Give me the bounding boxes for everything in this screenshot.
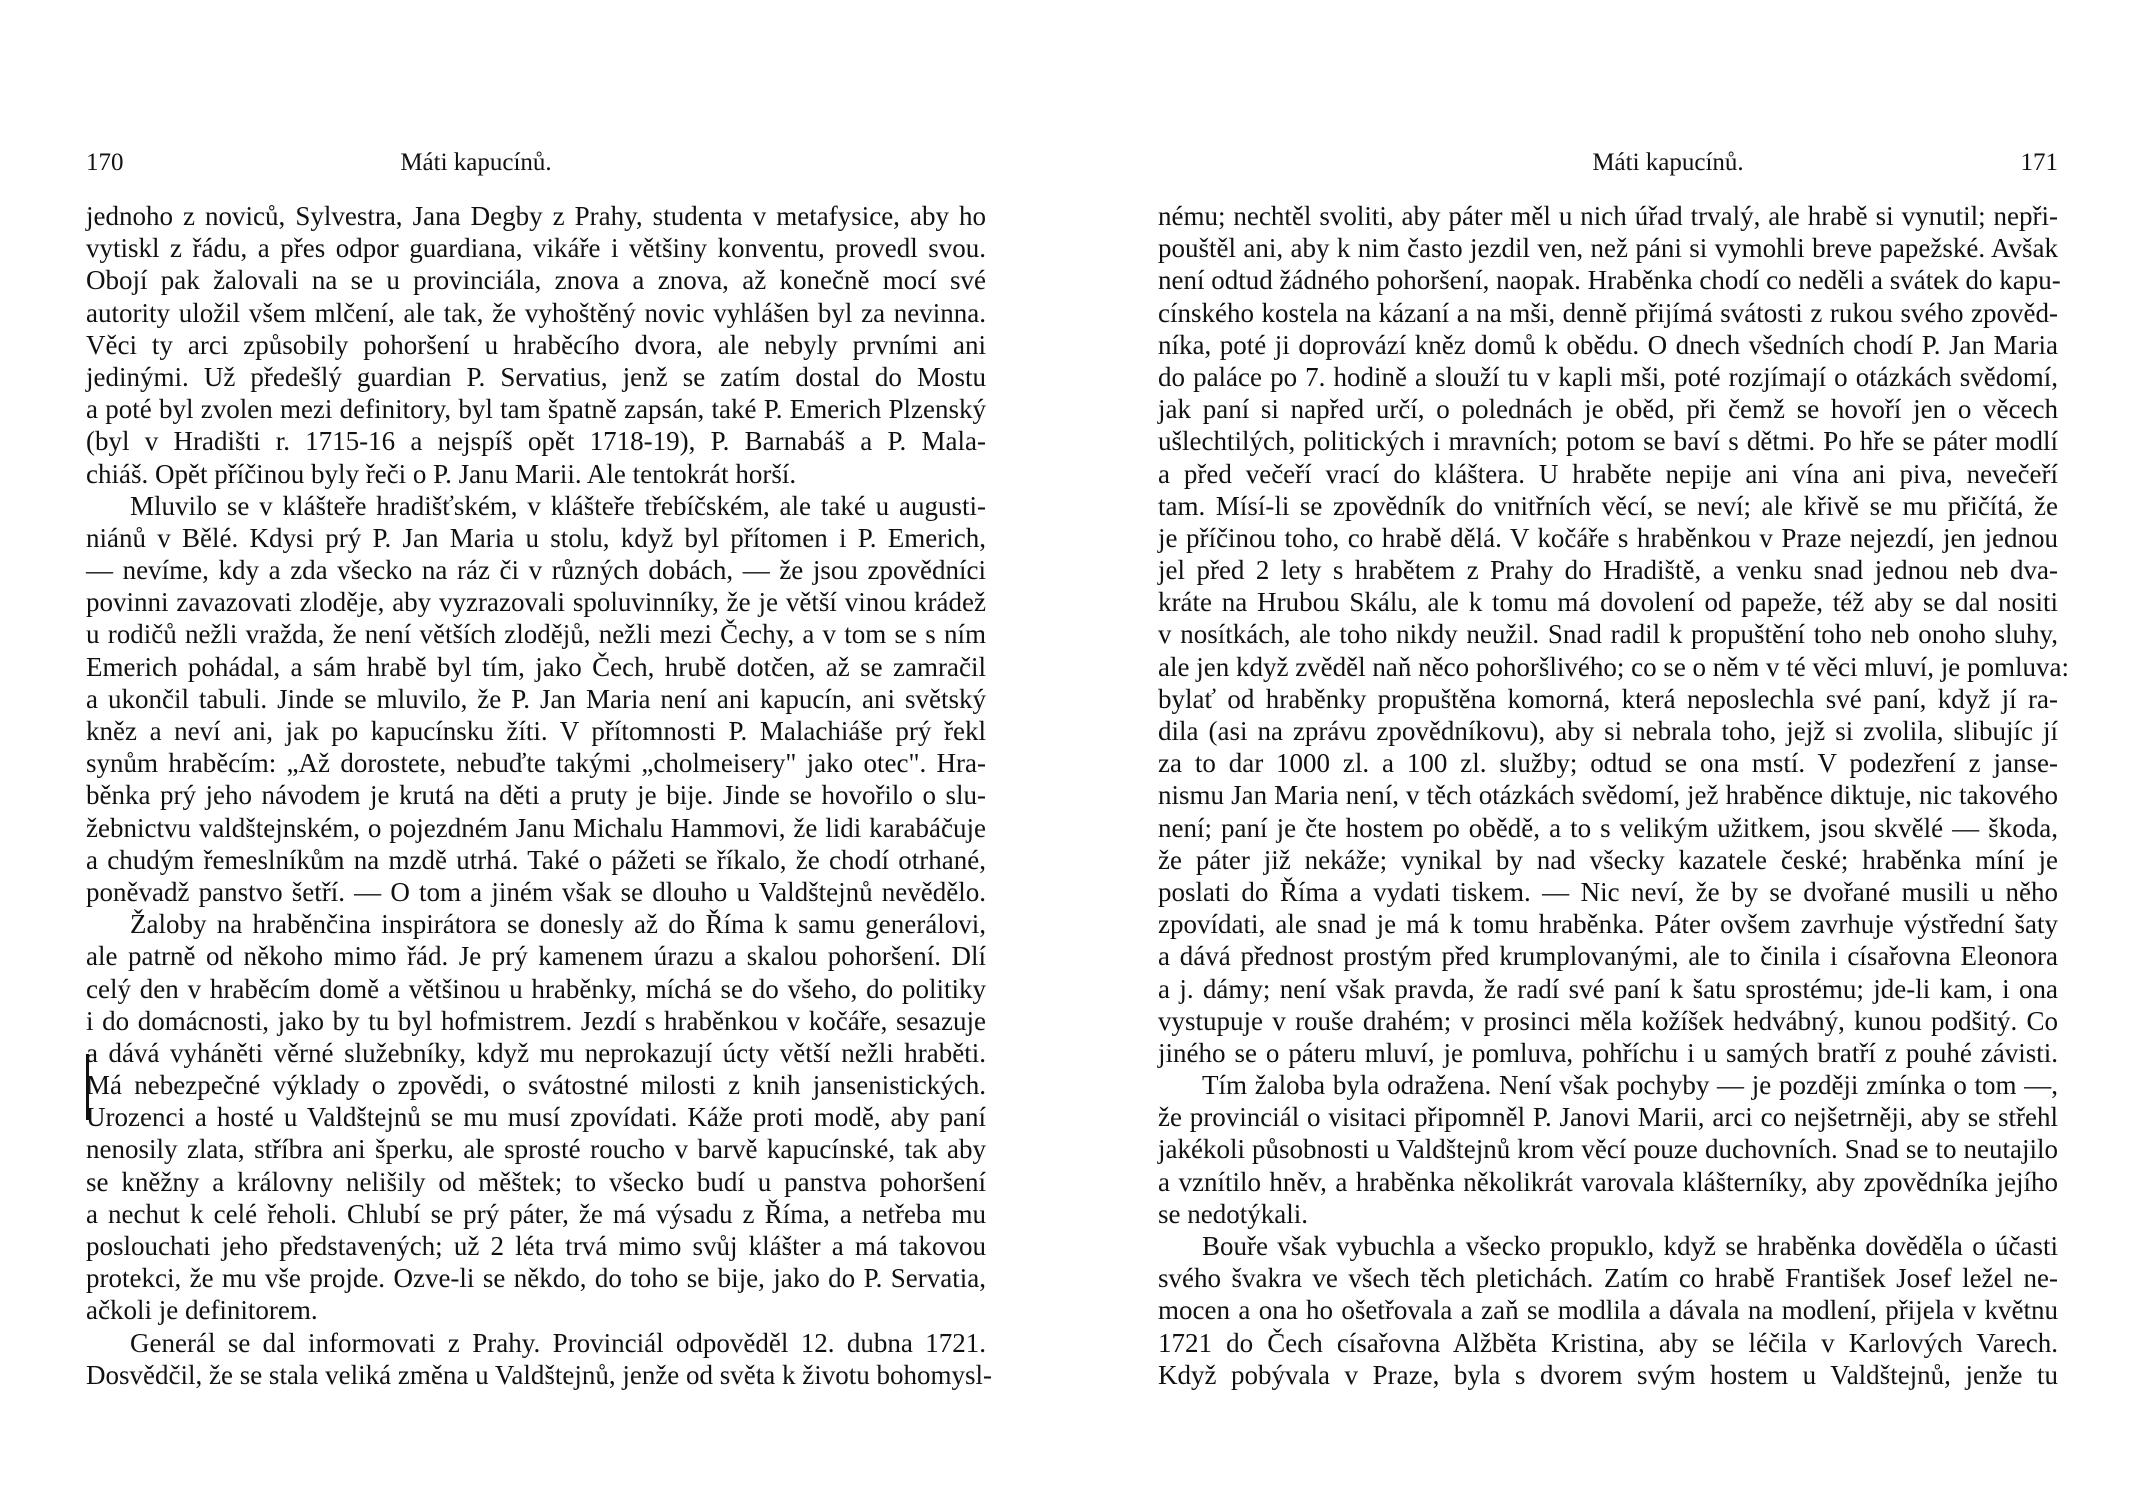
text-line: Urozenci a hosté u Valdštejnů se mu musí zpovídati. Káže proti modě, aby paní [86,1102,986,1133]
text-line: Mluvilo se v klášteře hradišťském, v klášteře třebíčském, ale také u augusti- [130,490,986,521]
text-line: — nevíme, kdy a zda všecko na ráz či v různých dobách, — že jsou zpovědníci [86,555,986,586]
text-line: a před večeří vrací do kláštera. U hraběte nepije ani vína ani piva, nevečeří [1158,458,2058,489]
text-line: vystupuje v rouše drahém; v prosinci měla kožíšek hedvábný, kunou podšitý. Co [1158,1005,2058,1036]
text-line: bylať od hraběnky propuštěna komorná, která neposlechla své paní, když jí ra- [1158,683,2058,714]
running-title: Máti kapucínů. [1592,149,1744,176]
left-page-header [86,146,986,180]
text-line: Tím žaloba byla odražena. Není však pochyby — je později zmínka o tom —, [1202,1070,2058,1101]
text-line: i do domácnosti, jako by tu byl hofmistrem. Jezdí s hraběnkou v kočáře, sesazuje [86,1005,986,1036]
text-line: 1721 do Čech císařovna Alžběta Kristina, aby se léčila v Karlových Varech. [1158,1327,2058,1358]
text-line: jak paní si napřed určí, o polednách je oběd, při čemž se hovoří jen o věcech [1158,394,2058,425]
text-line: protekci, že mu vše projde. Ozve-li se někdo, do toho se bije, jako do P. Servatia, [86,1263,986,1294]
text-line: u rodičů nežli vražda, že není větších zlodějů, nežli mezi Čechy, a v tom se s ním [86,619,986,650]
text-line: poněvadž panstvo šetří. — O tom a jiném však se dlouho u Valdštejnů nevědělo. [86,876,986,907]
text-line: synům hraběcím: „Až dorostete, nebuďte takými „cholmeisery" jako otec". Hra- [86,748,986,779]
text-line: a dává vyháněti věrné služebníky, když mu neprokazují úcty větší nežli hraběti. [86,1037,986,1068]
text-line: a chudým řemeslníkům na mzdě utrhá. Také o pážeti se říkalo, že chodí otrhané, [86,844,986,875]
text-line: není; paní je čte hostem po obědě, a to s velikým užitkem, jsou skvělé — škoda, [1158,812,2058,843]
text-line: jednoho z noviců, Sylvestra, Jana Degby z Prahy, studenta v metafysice, aby ho [86,201,986,231]
text-line: žebnictvu valdštejnském, o pojezdném Janu Michalu Hammovi, že lidi karabáčuje [86,812,986,843]
text-line: níka, poté ji doprovází kněz domů k obědu. O dnech všedních chodí P. Jan Maria [1158,329,2058,360]
text-line: Emerich pohádal, a sám hrabě byl tím, jako Čech, hrubě dotčen, až se zamračil [86,651,986,682]
text-line: a nechut k celé řeholi. Chlubí se prý páter, že má výsadu z Říma, a netřeba mu [86,1198,986,1229]
text-line: běnka prý jeho návodem je krutá na děti a pruty je bije. Jinde se hovořilo o slu- [86,780,986,811]
text-line: do paláce po 7. hodině a slouží tu v kapli mši, poté rozjímají o otázkách svědomí, [1158,361,2058,392]
text-line: zpovídati, ale snad je má k tomu hraběnka. Páter ovšem zavrhuje výstřední šaty [1158,909,2058,940]
text-line: v nosítkách, ale toho nikdy neužil. Snad radil k propuštění toho neb onoho sluhy, [1158,619,2058,650]
text-line: Dosvědčil, že se stala veliká změna u Valdštejnů, jenže od světa k životu bohomysl- [86,1359,993,1390]
text-line: autority uložil všem mlčení, ale tak, že vyhoštěný novic vyhlášen byl za nevinna. [86,297,986,328]
text-line: Věci ty arci způsobily pohoršení u hraběcího dvora, ale nebyly prvními ani [86,329,986,360]
page-number: 171 [2020,149,2058,176]
text-line: svého švakra ve všech těch pletichách. Zatím co hrabě František Josef ležel ne- [1158,1263,2058,1294]
text-line: a poté byl zvolen mezi definitory, byl tam špatně zapsán, také P. Emerich Plzenský [86,394,986,425]
text-line: niánů v Bělé. Kdysi prý P. Jan Maria u stolu, když byl přítomen i P. Emerich, [86,522,986,553]
text-line: tam. Mísí-li se zpovědník do vnitřních věcí, se neví; ale křivě se mu přičítá, že [1158,490,2058,521]
text-line: a vznítilo hněv, a hraběnka několikrát varovala klášterníky, aby zpovědníka jejího [1158,1166,2058,1197]
text-line: nenosily zlata, stříbra ani šperku, ale sprosté roucho v barvě kapucínské, tak aby [86,1134,986,1165]
text-line: za to dar 1000 zl. a 100 zl. služby; odtud se ona mstí. V podezření z janse- [1158,748,2058,779]
text-line: Generál se dal informovati z Prahy. Provinciál odpověděl 12. dubna 1721. [130,1327,986,1358]
text-line: Bouře však vybuchla a všecko propuklo, když se hraběnka dověděla o účasti [1202,1231,2058,1261]
text-line: chiáš. Opět příčinou byly řeči o P. Janu Marii. Ale tentokrát horší. [86,458,797,489]
text-line: se kněžny a královny nelišily od měštek; to všecko budí u panstva pohoršení [86,1166,986,1197]
text-line: Když pobývala v Praze, byla s dvorem svým hostem u Valdštejnů, jenže tu [1158,1359,2058,1390]
text-line: cínského kostela na kázaní a na mši, denně přijímá svátosti z rukou svého zpověd- [1158,297,2058,328]
text-line: a j. dámy; není však pravda, že radí své paní k šatu sprostému; jde-li kam, i ona [1158,973,2058,1004]
text-line: nismu Jan Maria není, v těch otázkách svědomí, jež hraběnce diktuje, nic takového [1158,780,2058,811]
text-line: že páter již nekáže; vynikal by nad všecky kazatele české; hraběnka míní je [1158,844,2058,875]
text-line: Žaloby na hraběnčina inspirátora se donesly až do Říma k samu generálovi, [130,909,986,940]
right-page-text [1158,200,2069,1391]
text-line: a dává přednost prostým před krumplovanými, ale to činila i císařovna Eleonora [1158,941,2058,972]
text-line: dila (asi na zprávu zpovědníkovu), aby si nebrala toho, jejž si zvolila, slibujíc jí [1158,716,2058,746]
text-line: jel před 2 lety s hrabětem z Prahy do Hradiště, a venku snad jednou neb dva- [1158,555,2058,586]
text-line: (byl v Hradišti r. 1715-16 a nejspíš opět 1718-19), P. Barnabáš a P. Mala- [86,426,986,457]
left-page [86,0,993,1500]
text-line: kněz a neví ani, jak po kapucínsku žíti. V přítomnosti P. Malachiáše prý řekl [86,716,986,746]
right-page [1158,0,2069,1500]
right-page-header [1158,146,2058,180]
text-line: ale jen když zvěděl naň něco pohoršlivého; co se o něm v té věci mluví, je pomluva: [1158,651,2069,682]
text-line: celý den v hraběcím domě a většinou u hraběnky, míchá se do všeho, do politiky [86,973,986,1004]
text-line: že provinciál o visitaci připomněl P. Janovi Marii, arci co nejšetrněji, aby se střehl [1158,1102,2058,1133]
left-page-text [86,200,993,1391]
text-line: mocen a ona ho ošetřovala a zaň se modlila a dávala na modlení, přijela v květnu [1158,1295,2058,1326]
text-line: kráte na Hrubou Skálu, ale k tomu má dovolení od papeže, též aby se dal nositi [1158,587,2058,618]
text-line: poslati do Říma a vydati tiskem. — Nic neví, že by se dvořané musili u něho [1158,876,2058,907]
text-line: jedinými. Už předešlý guardian P. Servatius, jenž se zatím dostal do Mostu [86,361,986,392]
page-number: 170 [86,149,124,176]
text-line: a ukončil tabuli. Jinde se mluvilo, že P. Jan Maria není ani kapucín, ani světský [86,683,986,714]
text-line: ale patrně od někoho mimo řád. Je prý kamenem úrazu a skalou pohoršení. Dlí [86,941,986,972]
running-title: Máti kapucínů. [400,149,552,176]
text-line: je příčinou toho, co hrabě dělá. V kočáře s hraběnkou v Praze nejezdí, jen jednou [1158,522,2058,553]
text-line: ušlechtilých, politických i mravních; potom se baví s dětmi. Po hře se páter modlí [1158,426,2058,457]
text-line: se nedotýkali. [1158,1198,1308,1229]
text-line: pouštěl ani, aby k nim často jezdil ven, než páni si vymohli breve papežské. Avšak [1158,233,2058,264]
text-line: jiného se o páteru mluví, je pomluva, pohříchu i u samých bratří z pouhé závisti. [1158,1037,2058,1068]
text-line: jakékoli působnosti u Valdštejnů krom věcí pouze duchovních. Snad se to neutajilo [1158,1134,2058,1165]
text-line: není odtud žádného pohoršení, naopak. Hraběnka chodí co neděli a svátek do kapu- [1158,265,2061,296]
text-line: ačkoli je definitorem. [86,1295,318,1326]
text-line: Má nebezpečné výklady o zpovědi, o svátostné milosti z knih jansenistických. [86,1070,986,1101]
text-line: nému; nechtěl svoliti, aby páter měl u nich úřad trvalý, ale hrabě si vynutil; nepři- [1158,201,2058,231]
text-line: Obojí pak žalovali na se u provinciála, znova a znova, až konečně mocí své [86,265,986,296]
text-line: vytiskl z řádu, a přes odpor guardiana, vikáře i většiny konventu, provedl svou. [86,233,986,264]
text-line: poslouchati jeho představených; už 2 léta trvá mimo svůj klášter a má takovou [86,1231,986,1261]
text-line: povinni zavazovati zloděje, aby vyzrazovali spoluvinníky, že je větší vinou krádež [86,587,986,618]
